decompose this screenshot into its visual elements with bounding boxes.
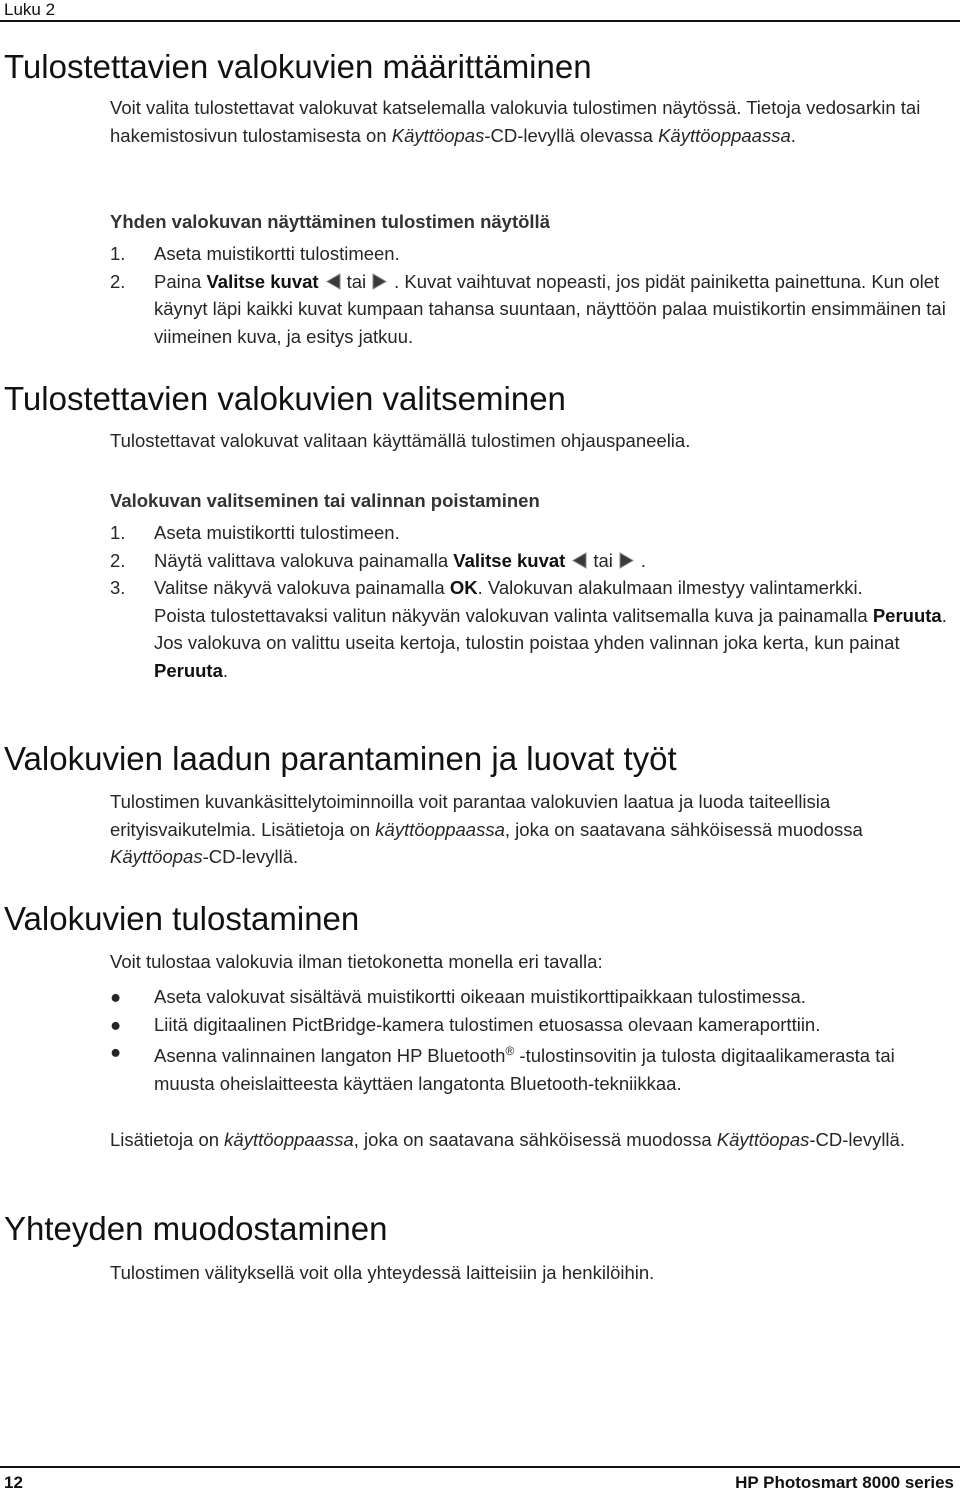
section-intro-defining-photos: Voit valita tulostettavat valokuvat katselemalla valokuvia tulostimen näytössä. Tietoja vedosarkin tai hakemistosivun tulostamisesta on Käyttöopas-CD-levyllä olevassa Käyttöoppaassa.: [110, 97, 921, 146]
section-title-defining-photos: Tulostettavien valokuvien määrittäminen: [4, 48, 592, 85]
chapter-label: Luku 2: [4, 0, 56, 19]
manual-name: Käyttöoppaassa: [658, 124, 791, 146]
step-1: 1. Aseta muistikortti tulostimeen.: [110, 243, 400, 264]
section-outro-printing-photos: Lisätietoja on käyttöoppaassa, joka on saatavana sähköisessä muodossa Käyttöopas-CD-levyllä.: [110, 1129, 905, 1150]
steps-show-one-photo: [110, 240, 954, 350]
select-photos-button-label: Valitse kuvat: [453, 549, 566, 571]
header-rule: [0, 20, 960, 22]
step-2: 2. Paina Valitse kuvat tai . Kuvat vaihtuvat nopeasti, jos pidät painiketta painettuna. Kun olet käynyt läpi kaikki kuvat kumpaan tahansa suuntaan, näyttöön palaa muistikortin ensimmäinen tai viimeinen kuva, ja esitys jatkuu.: [110, 270, 946, 347]
section-intro-connecting: Tulostimen välityksellä voit olla yhteydessä laitteisiin ja henkilöihin.: [110, 1262, 655, 1283]
guide-name: käyttöoppaassa: [224, 1129, 354, 1150]
bullet-icon: ●: [110, 1013, 122, 1035]
section-intro-quality-creative: Tulostimen kuvankäsittelytoiminnoilla voit parantaa valokuvien laatua ja luoda taiteellisia erityisvaikutelmia. Lisätietoja on käyttöoppaassa, joka on saatavana sähköisessä muodossa Käyttöopas-CD-levyllä.: [110, 791, 863, 867]
manual-cd-name: Käyttöopas: [391, 124, 485, 146]
select-photos-button-label: Valitse kuvat: [206, 270, 319, 292]
guide-name: käyttöoppaassa: [375, 818, 505, 840]
left-arrow-button-icon: [569, 551, 589, 570]
steps-select-or-deselect: [110, 519, 954, 684]
bullet-icon: ●: [110, 986, 122, 1007]
footer-rule: [0, 1466, 960, 1468]
subheading-show-one-photo: Yhden valokuvan näyttäminen tulostimen näytöllä: [110, 211, 550, 232]
list-item: ● Asenna valinnainen langaton HP Bluetooth® -tulostinsovitin ja tulosta digitaalikamerasta tai muusta oheislaitteesta käyttäen langatonta Bluetooth-tekniikkaa.: [110, 1038, 954, 1097]
section-title-printing-photos: Valokuvien tulostaminen: [4, 900, 360, 937]
list-item: ● Aseta valokuvat sisältävä muistikortti oikeaan muistikorttipaikkaan tulostimessa.: [110, 983, 954, 1011]
cancel-button-label: Peruuta: [154, 659, 223, 681]
ok-button-label: OK: [449, 577, 478, 598]
section-title-selecting-photos: Tulostettavien valokuvien valitseminen: [4, 380, 566, 417]
page-number: 12: [4, 1473, 23, 1492]
product-name: HP Photosmart 8000 series: [735, 1473, 954, 1492]
right-arrow-button-icon: [370, 272, 390, 291]
cancel-button-label: Peruuta: [872, 604, 942, 626]
section-title-quality-creative: Valokuvien laadun parantaminen ja luovat työt: [4, 740, 677, 777]
section-intro-selecting-photos: Tulostettavat valokuvat valitaan käyttämällä tulostimen ohjauspaneelia.: [110, 430, 691, 451]
step-1: 1. Aseta muistikortti tulostimeen.: [110, 522, 400, 543]
manual-cd-name: Käyttöopas: [716, 1129, 810, 1150]
step-3: 3. Valitse näkyvä valokuva painamalla OK. Valokuvan alakulmaan ilmestyy valintamerkki. Poista tulostettavaksi valitun näkyvän valokuvan valinta valitsemalla kuva ja painamalla Peruuta. Jos valokuva on valittu useita kertoja, tulostin poistaa yhden valinnan joka kerta, kun painat Peruuta.: [110, 574, 954, 684]
section-title-connecting: Yhteyden muodostaminen: [4, 1210, 388, 1247]
subheading-select-or-deselect: Valokuvan valitseminen tai valinnan poistaminen: [110, 490, 540, 511]
left-arrow-button-icon: [323, 272, 343, 291]
manual-cd-name: Käyttöopas: [110, 846, 203, 867]
section-intro-printing-photos: Voit tulostaa valokuvia ilman tietokonetta monella eri tavalla:: [110, 951, 603, 972]
bullet-icon: ●: [110, 1041, 122, 1062]
step-2: 2. Näytä valittava valokuva painamalla Valitse kuvat tai .: [110, 549, 647, 571]
list-item: ● Liitä digitaalinen PictBridge-kamera tulostimen etuosassa olevaan kameraporttiin.: [110, 1011, 954, 1039]
right-arrow-button-icon: [617, 551, 637, 570]
printing-methods-list: [110, 983, 954, 1097]
deselect-instructions: Poista tulostettavaksi valitun näkyvän valokuvan valinta valitsemalla kuva ja painamalla Peruuta. Jos valokuva on valittu useita kertoja, tulostin poistaa yhden valinnan joka kerta, kun painat Peruuta.: [154, 604, 947, 681]
registered-mark: ®: [505, 1044, 515, 1058]
